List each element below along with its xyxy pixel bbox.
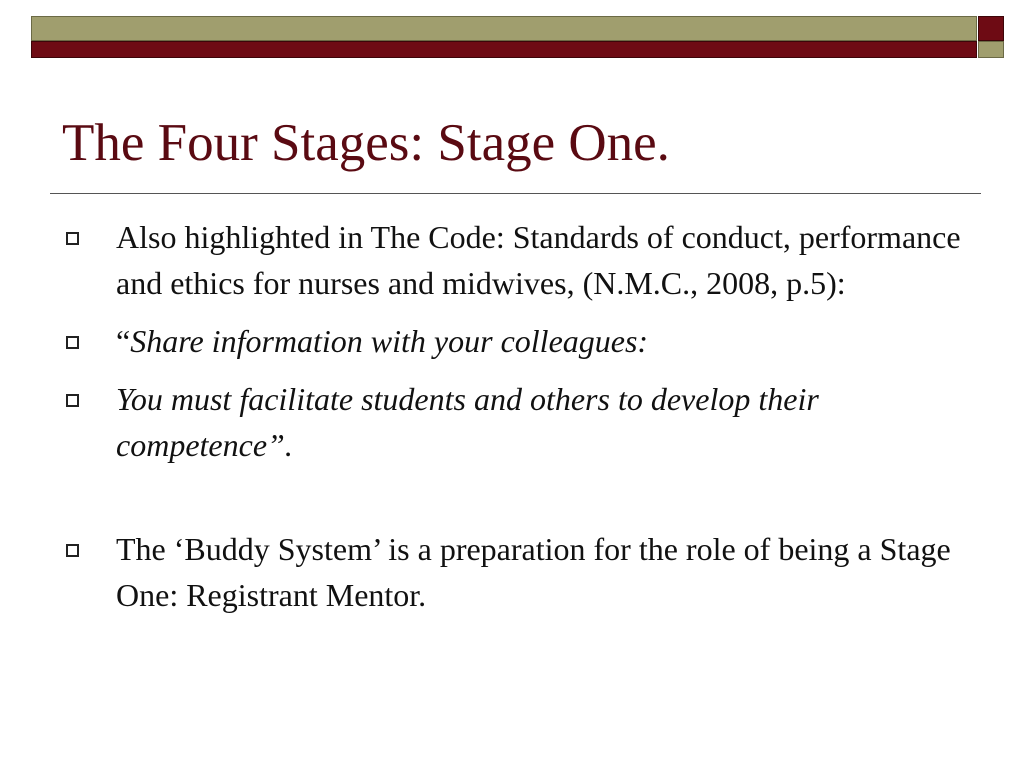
bullet-item [62,376,962,468]
hollow-square-icon [66,394,79,407]
hollow-square-icon [66,232,79,245]
corner-square-maroon [978,16,1004,41]
bullet-text: Share information with your colleagues: [130,323,649,359]
bullet-text: The ‘Buddy System’ is a preparation for the role of being a Stage One: Registrant Mentor. [116,531,951,613]
bullet-text: You must facilitate students and others to develop their competence”. [116,381,819,463]
hollow-square-icon [66,336,79,349]
header-decoration-bar [31,16,977,58]
olive-stripe [31,16,977,41]
hollow-square-icon [66,544,79,557]
title-divider [50,193,981,194]
maroon-stripe [31,41,977,58]
bullet-text: Also highlighted in The Code: Standards of conduct, performance and ethics for nurses and midwives, (N.M.C., 2008, p.5): [116,219,961,301]
bullet-item [62,526,962,618]
bullet-item [62,214,962,306]
corner-decoration [978,16,1004,58]
bullet-list [62,214,962,618]
corner-square-olive [978,41,1004,58]
slide-title: The Four Stages: Stage One. [62,114,670,172]
bullet-item [62,318,962,364]
bullet-quote-mark: “ [116,323,131,359]
